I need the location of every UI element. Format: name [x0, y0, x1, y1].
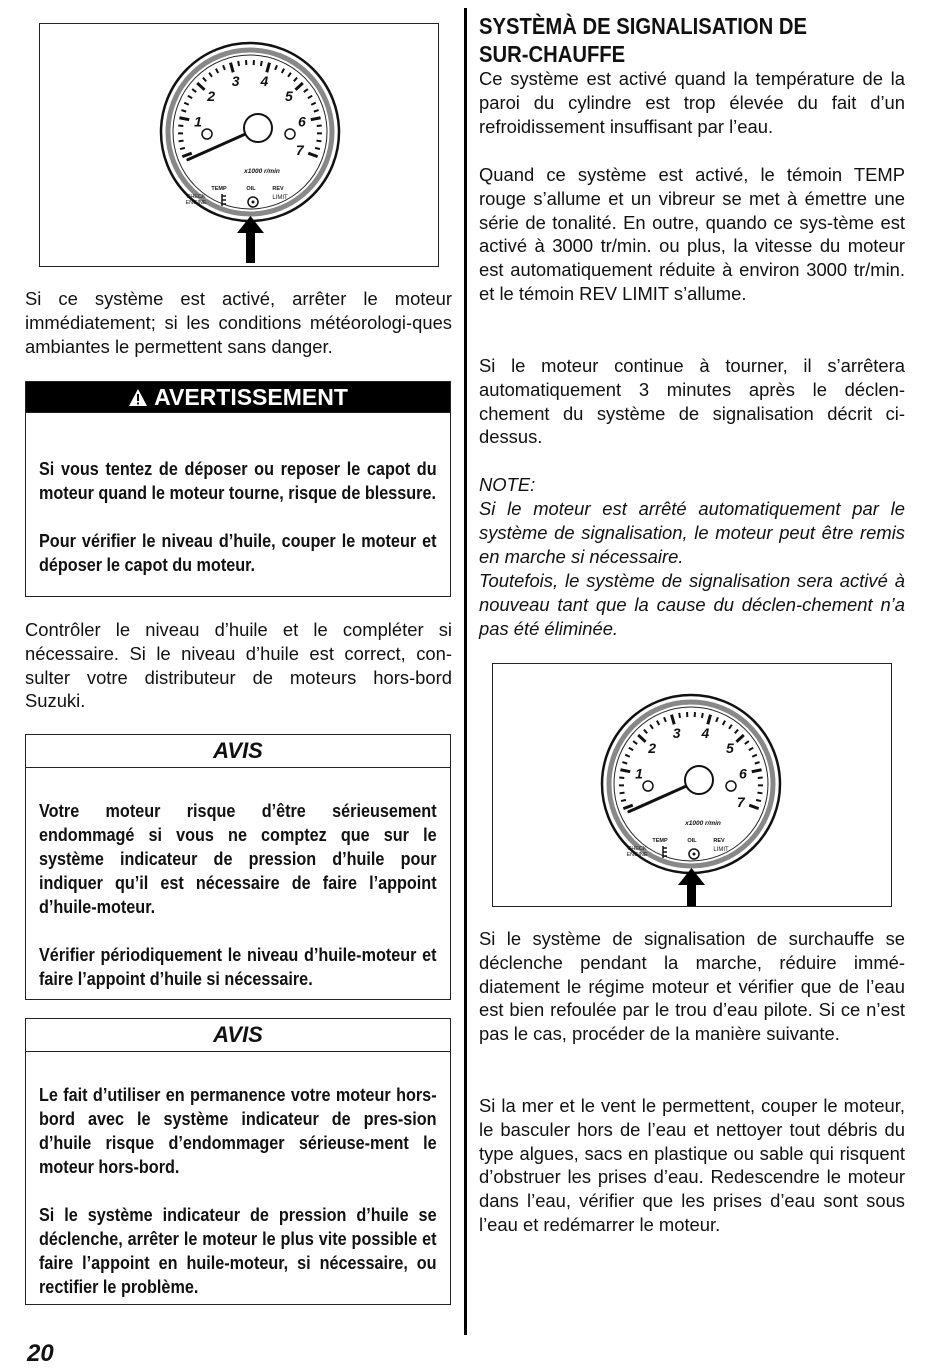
avis-1-paragraph-1: Votre moteur risque d’être sérieusement endommagé si vous ne comptez que sur le système indicateur de pression d’huile pour indiquer qu’il est nécessaire de faire l’appoint d’huile-moteur. — [39, 801, 437, 917]
gauge-oil-label: OIL — [246, 186, 256, 192]
gauge-numeral: 2 — [648, 739, 657, 756]
gauge-numeral: 4 — [701, 724, 710, 741]
gauge-temp-label: TEMP — [211, 186, 227, 192]
gauge-tick — [180, 148, 185, 149]
gauge-numeral: 2 — [207, 87, 216, 104]
gauge-unit-label: x1000 r/min — [244, 168, 280, 175]
note-label: NOTE: — [479, 474, 536, 495]
avis-box-2 — [25, 1018, 451, 1305]
gauge-temp-label: TEMP — [652, 838, 668, 844]
gauge-tick — [620, 793, 625, 794]
gauge-tick — [311, 118, 321, 120]
warning-paragraph-2: Pour vérifier le niveau d’huile, couper le moteur et déposer le capot du moteur. — [39, 531, 437, 575]
warning-paragraph-1: Si vous tentez de déposer ou reposer le capot du moteur quand le moteur tourne, risque de blessure. — [39, 459, 437, 503]
warning-box — [25, 381, 451, 597]
gauge-limit-label: LIMIT — [713, 847, 729, 853]
avis-box-1 — [25, 734, 451, 1000]
gauge-numeral: 6 — [739, 765, 747, 782]
gauge-engine-label: ENGINE — [626, 852, 648, 858]
gauge-tick — [702, 713, 703, 718]
gauge-tick — [621, 800, 626, 801]
note-paragraph-2: Toutefois, le système de signalisation sera activé à nouveau tant que la cause du déclen-chement n’a pas été éliminée. — [479, 570, 905, 639]
gauge-numeral: 4 — [260, 72, 269, 89]
right-paragraph-3: Si le moteur continue à tourner, il s’arrêtera automatiquement 3 minutes après le déclen-chement du système de signalisation décrit ci-dessus. — [479, 355, 905, 448]
gauge-tick — [238, 61, 239, 66]
temperature-icon — [222, 194, 226, 206]
oil-level-paragraph: Contrôler le niveau d’huile et le compléter si nécessaire. Si le niveau d’huile est correct, con-sulter votre distributeur de moteurs hors-bord Suzuki. — [25, 619, 452, 712]
oil-icon-dot — [693, 853, 696, 856]
right-paragraph-1: Ce système est activé quand la température de la paroi du cylindre est trop élevée du fait d’un refroidissement insuffisant par l’eau. — [479, 68, 905, 137]
avis-1-paragraph-2: Vérifier périodiquement le niveau d’huile-moteur et faire l’appoint d’huile si nécessaire. — [39, 945, 437, 989]
pointer-arrow-icon — [237, 216, 264, 263]
gauge-numeral: 1 — [635, 765, 643, 782]
gauge-numeral: 1 — [194, 113, 202, 130]
avis-1-title: AVIS — [26, 735, 450, 768]
tachometer-gauge — [493, 664, 891, 906]
gauge-check-label: CHECK — [186, 194, 206, 200]
tachometer-figure-bottom — [492, 663, 892, 907]
gauge-numeral: 5 — [725, 739, 734, 756]
column-divider — [464, 8, 467, 1335]
indicator-lamp-icon — [643, 781, 653, 791]
gauge-unit-label: x1000 r/min — [685, 820, 721, 827]
gauge-tick — [179, 141, 184, 142]
gauge-numeral: 3 — [672, 724, 681, 741]
tachometer-figure-top — [39, 23, 439, 267]
gauge-tick — [757, 793, 762, 794]
gauge-check-label: CHECK — [627, 846, 647, 852]
gauge-numeral: 5 — [284, 87, 293, 104]
gauge-oil-label: OIL — [687, 838, 697, 844]
avis-2-paragraph-1: Le fait d’utiliser en permanence votre moteur hors-bord avec le système indicateur de pres-sion d’huile risque d’endommager sérieuse-ment le moteur hors-bord. — [39, 1085, 437, 1177]
gauge-engine-label: ENGINE — [185, 200, 207, 206]
right-paragraph-5: Si la mer et le vent le permettent, couper le moteur, le basculer hors de l’eau et nettoyer tout débris du type algues, sacs en plastique ou sable qui risquent d’obstruer les prises d’eau. Redescendre le moteur dans l’eau, vérifier que les prises d’eau sont sous l’eau et redémarrer le moteur. — [479, 1095, 905, 1235]
gauge-tick — [261, 61, 262, 66]
gauge-hub — [685, 766, 713, 794]
indicator-lamp-icon — [726, 781, 736, 791]
right-paragraph-4: Si le système de signalisation de surchauffe se déclenche pendant la marche, réduire immé-diatement le régime moteur et vérifier que de l’eau est bien refoulée par le trou d’eau pilote. Si ce n’est pas le cas, procéder de la manière suivante. — [479, 928, 905, 1045]
avis-2-title: AVIS — [26, 1019, 450, 1052]
gauge-tick — [679, 713, 680, 718]
gauge-numeral: 7 — [295, 142, 304, 159]
gauge-numeral: 7 — [736, 794, 745, 811]
gauge-hub — [244, 114, 272, 142]
gauge-numeral: 6 — [298, 113, 306, 130]
right-paragraph-2: Quand ce système est activé, le témoin TEMP rouge s’allume et un vibreur se met à émettre une série de tonalité. En outre, quando ce sys-tème est activé à 3000 tr/min. ou plus, la vitesse du moteur est automatiquement réduite à environ 3000 tr/min. et le témoin REV LIMIT s’allume. — [479, 164, 905, 304]
warning-header — [26, 382, 450, 413]
gauge-tick — [620, 770, 630, 772]
tachometer-gauge — [40, 24, 438, 266]
section-heading: SYSTÈMÀ DE SIGNALISATION DE SUR-CHAUFFE — [479, 13, 807, 67]
gauge-tick — [756, 800, 761, 801]
page-number: 20 — [27, 1340, 54, 1367]
gauge-tick — [752, 770, 762, 772]
warning-triangle-icon — [128, 384, 148, 414]
gauge-rev-label: REV — [713, 838, 725, 844]
gauge-limit-label: LIMIT — [272, 195, 288, 201]
note-paragraph-1: Si le moteur est arrêté automatiquement par le système de signalisation, le moteur peut être remis en marche si nécessaire. — [479, 498, 905, 567]
indicator-lamp-icon — [202, 129, 212, 139]
gauge-numeral: 3 — [231, 72, 240, 89]
gauge-tick — [316, 141, 321, 142]
oil-icon-dot — [252, 201, 255, 204]
indicator-lamp-icon — [285, 129, 295, 139]
temperature-icon — [663, 846, 667, 858]
warning-title: AVERTISSEMENT — [154, 384, 348, 410]
avis-2-paragraph-2: Si le système indicateur de pression d’huile se déclenche, arrêter le moteur le plus vite possible et faire l’appoint en huile-moteur, si nécessaire, ou rectifier le problème. — [39, 1205, 437, 1297]
gauge-tick — [179, 118, 189, 120]
gauge-tick — [315, 148, 320, 149]
gauge-rev-label: REV — [272, 186, 284, 192]
intro-paragraph: Si ce système est activé, arrêter le moteur immédiatement; si les conditions météorologi-ques ambiantes le permettent sans danger. — [25, 288, 452, 357]
